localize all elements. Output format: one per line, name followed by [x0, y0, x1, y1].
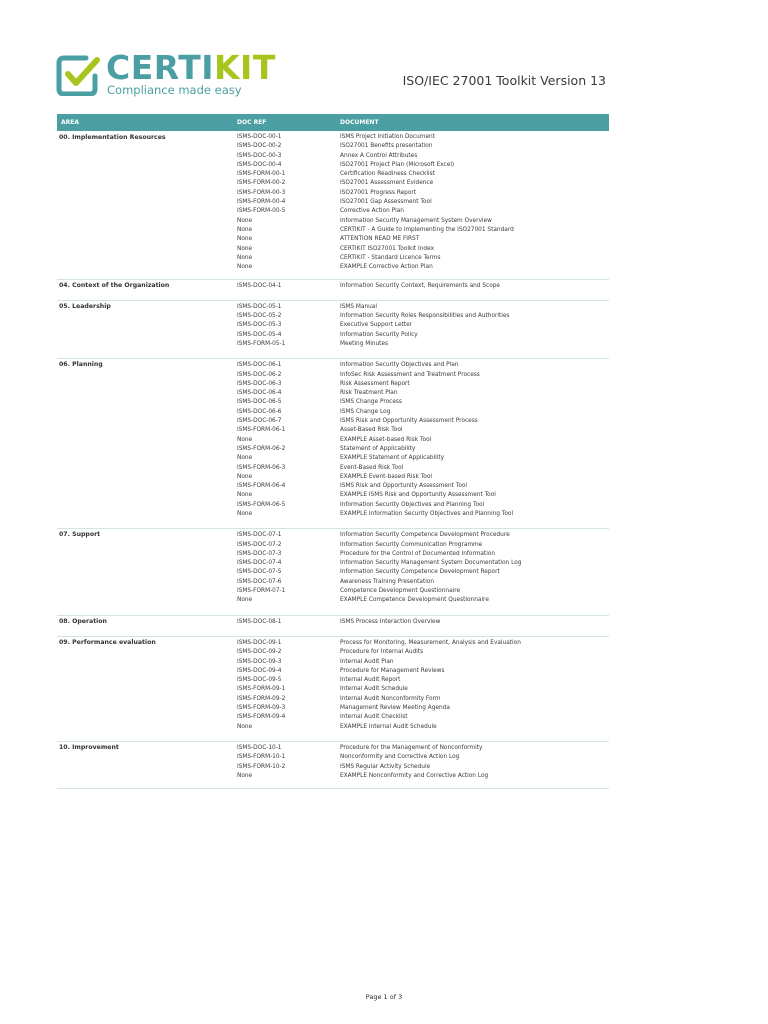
- section-area-label: 06. Planning: [59, 361, 103, 369]
- section-area-label: 04. Context of the Organization: [59, 282, 170, 290]
- document-cell: CERTIKIT ISO27001 Toolkit Index: [340, 245, 434, 252]
- doc-ref-cell: ISMS-FORM-09-4: [237, 714, 286, 721]
- section-rows: [237, 302, 609, 349]
- table-row: [237, 189, 609, 198]
- document-cell: Risk Assessment Report: [340, 380, 410, 387]
- doc-ref-cell: None: [237, 436, 253, 443]
- document-title: ISO/IEC 27001 Toolkit Version 13: [402, 73, 606, 88]
- doc-ref-cell: ISMS-FORM-06-4: [237, 483, 286, 490]
- page-header: [0, 0, 768, 110]
- doc-ref-cell: ISMS-FORM-06-1: [237, 427, 286, 434]
- table-row: [237, 254, 609, 263]
- document-cell: Risk Treatment Plan: [340, 390, 398, 397]
- document-cell: ATTENTION READ ME FIRST: [340, 236, 420, 243]
- table-row: [237, 464, 609, 473]
- table-row: [237, 142, 609, 151]
- document-cell: Competence Development Questionnaire: [340, 588, 461, 595]
- document-index-table: [57, 132, 609, 789]
- document-cell: Information Security Context, Requirements and Scope: [340, 283, 500, 290]
- doc-ref-cell: ISMS-FORM-10-2: [237, 763, 286, 770]
- page-number: Page 1 of 3: [365, 993, 403, 1001]
- table-header: [57, 114, 609, 131]
- document-cell: EXAMPLE ISMS Risk and Opportunity Assessment Tool: [340, 492, 496, 499]
- doc-ref-cell: None: [237, 226, 253, 233]
- doc-ref-cell: ISMS-FORM-00-4: [237, 199, 286, 206]
- doc-ref-cell: ISMS-FORM-00-2: [237, 180, 286, 187]
- doc-ref-cell: ISMS-DOC-06-3: [237, 380, 282, 387]
- section-rows: [237, 530, 609, 605]
- document-cell: EXAMPLE Event-based Risk Tool: [340, 473, 432, 480]
- document-cell: ISMS Project Initiation Document: [340, 134, 435, 140]
- table-row: [237, 658, 609, 667]
- document-cell: Procedure for the Management of Nonconformity: [340, 744, 483, 751]
- section-rows: [237, 132, 609, 272]
- doc-ref-cell: None: [237, 473, 253, 480]
- document-cell: Information Security Roles Responsibilities and Authorities: [340, 313, 510, 320]
- doc-ref-cell: ISMS-DOC-06-5: [237, 399, 282, 406]
- document-cell: EXAMPLE Nonconformity and Corrective Action Log: [340, 772, 489, 779]
- table-row: [237, 226, 609, 235]
- document-cell: CERTIKIT - A Guide to implementing the ISO27001 Standard: [340, 226, 514, 233]
- document-cell: EXAMPLE Corrective Action Plan: [340, 264, 433, 271]
- table-row: [237, 639, 609, 648]
- document-cell: Management Review Meeting Agenda: [340, 705, 450, 712]
- logo-wordmark: [106, 48, 276, 88]
- table-row: [237, 482, 609, 491]
- doc-ref-cell: ISMS-DOC-06-4: [237, 390, 282, 397]
- document-cell: ISO27001 Assessment Evidence: [340, 180, 434, 187]
- doc-ref-cell: ISMS-DOC-09-4: [237, 667, 282, 674]
- table-section: [57, 359, 609, 529]
- document-cell: EXAMPLE Information Security Objectives and Planning Tool: [340, 510, 514, 517]
- doc-ref-cell: ISMS-DOC-07-2: [237, 541, 282, 548]
- table-row: [237, 331, 609, 340]
- section-rows: [237, 743, 609, 781]
- doc-ref-cell: ISMS-DOC-05-4: [237, 331, 282, 338]
- doc-ref-cell: ISMS-DOC-09-5: [237, 677, 282, 684]
- table-row: [237, 695, 609, 704]
- section-area-label: 08. Operation: [59, 617, 107, 625]
- document-cell: Internal Audit Nonconformity Form: [340, 695, 441, 702]
- doc-ref-cell: None: [237, 455, 253, 462]
- table-section: [57, 637, 609, 742]
- document-cell: CERTIKIT - Standard Licence Terms: [340, 254, 441, 261]
- table-row: [237, 501, 609, 510]
- table-row: [237, 510, 609, 519]
- doc-ref-cell: ISMS-DOC-00-4: [237, 161, 282, 168]
- section-area-label: 00. Implementation Resources: [59, 134, 166, 141]
- table-row: [237, 380, 609, 389]
- logo-wordmark-part2: KIT: [213, 48, 276, 87]
- document-cell: Information Security Objectives and Plan: [340, 362, 459, 369]
- table-row: [237, 618, 609, 627]
- table-row: [237, 207, 609, 216]
- document-cell: ISMS Change Process: [340, 399, 402, 406]
- doc-ref-cell: None: [237, 492, 253, 499]
- table-row: [237, 303, 609, 312]
- doc-ref-cell: ISMS-DOC-06-2: [237, 371, 282, 378]
- table-section: [57, 616, 609, 637]
- table-section: [57, 742, 609, 789]
- doc-ref-cell: ISMS-DOC-07-5: [237, 569, 282, 576]
- doc-ref-cell: ISMS-DOC-06-1: [237, 362, 282, 369]
- document-cell: Corrective Action Plan: [340, 208, 404, 215]
- certikit-logo: [56, 48, 276, 98]
- table-row: [237, 454, 609, 463]
- doc-ref-cell: None: [237, 723, 253, 730]
- doc-ref-cell: None: [237, 245, 253, 252]
- doc-ref-cell: ISMS-DOC-07-1: [237, 532, 282, 539]
- doc-ref-cell: ISMS-DOC-06-6: [237, 408, 282, 415]
- section-rows: [237, 638, 609, 732]
- logo-wordmark-part1: CERTI: [106, 48, 214, 87]
- section-area-label: 05. Leadership: [59, 302, 111, 310]
- document-cell: Information Security Management System Documentation Log: [340, 560, 522, 567]
- table-section: [57, 529, 609, 615]
- doc-ref-cell: ISMS-DOC-04-1: [237, 283, 282, 290]
- table-row: [237, 578, 609, 587]
- doc-ref-cell: ISMS-DOC-00-1: [237, 134, 282, 140]
- table-row: [237, 161, 609, 170]
- table-row: [237, 312, 609, 321]
- table-row: [237, 676, 609, 685]
- table-row: [237, 568, 609, 577]
- doc-ref-cell: ISMS-FORM-09-3: [237, 705, 286, 712]
- table-row: [237, 398, 609, 407]
- table-row: [237, 245, 609, 254]
- doc-ref-cell: ISMS-FORM-09-1: [237, 686, 286, 693]
- document-cell: Information Security Policy: [340, 331, 418, 338]
- table-row: [237, 321, 609, 330]
- document-cell: ISMS Process Interaction Overview: [340, 618, 441, 625]
- document-cell: Procedure for Internal Audits: [340, 649, 424, 656]
- table-row: [237, 685, 609, 694]
- doc-ref-cell: ISMS-FORM-00-5: [237, 208, 286, 215]
- document-cell: ISMS Risk and Opportunity Assessment Process: [340, 418, 478, 425]
- document-cell: Meeting Minutes: [340, 340, 389, 347]
- table-row: [237, 361, 609, 370]
- logo-tagline: Compliance made easy: [107, 83, 242, 97]
- doc-ref-cell: ISMS-FORM-06-2: [237, 445, 286, 452]
- doc-ref-cell: ISMS-DOC-05-2: [237, 313, 282, 320]
- document-cell: ISMS Regular Activity Schedule: [340, 763, 431, 770]
- doc-ref-cell: ISMS-FORM-06-3: [237, 464, 286, 471]
- document-cell: Asset-Based Risk Tool: [340, 427, 403, 434]
- document-cell: Nonconformity and Corrective Action Log: [340, 754, 460, 761]
- table-section: [57, 132, 609, 280]
- table-row: [237, 371, 609, 380]
- doc-ref-cell: ISMS-FORM-10-1: [237, 754, 286, 761]
- document-cell: Information Security Competence Development Procedure: [340, 532, 510, 539]
- document-cell: EXAMPLE Competence Development Questionnaire: [340, 597, 489, 604]
- document-cell: Information Security Objectives and Planning Tool: [340, 501, 485, 508]
- table-row: [237, 531, 609, 540]
- doc-ref-cell: ISMS-FORM-09-2: [237, 695, 286, 702]
- doc-ref-cell: ISMS-DOC-00-3: [237, 152, 282, 159]
- table-row: [237, 340, 609, 349]
- section-area-label: 10. Improvement: [59, 743, 119, 751]
- table-row: [237, 704, 609, 713]
- doc-ref-cell: None: [237, 772, 253, 779]
- checkbox-check-icon: [56, 54, 100, 96]
- table-row: [237, 179, 609, 188]
- table-section: [57, 280, 609, 300]
- doc-ref-cell: ISMS-DOC-07-4: [237, 560, 282, 567]
- table-row: [237, 263, 609, 272]
- table-row: [237, 473, 609, 482]
- document-cell: Internal Audit Report: [340, 677, 401, 684]
- table-row: [237, 235, 609, 244]
- table-row: [237, 408, 609, 417]
- section-rows: [237, 617, 609, 627]
- document-cell: EXAMPLE Statement of Applicability: [340, 455, 445, 462]
- document-cell: ISMS Risk and Opportunity Assessment Tool: [340, 483, 468, 490]
- doc-ref-cell: ISMS-FORM-00-3: [237, 189, 286, 196]
- doc-ref-cell: ISMS-FORM-05-1: [237, 340, 286, 347]
- doc-ref-cell: ISMS-DOC-05-3: [237, 322, 282, 329]
- column-header-area: AREA: [61, 119, 80, 126]
- table-row: [237, 763, 609, 772]
- table-row: [237, 713, 609, 722]
- document-cell: InfoSec Risk Assessment and Treatment Process: [340, 371, 480, 378]
- document-cell: ISO27001 Benefits presentation: [340, 143, 433, 150]
- table-row: [237, 282, 609, 291]
- doc-ref-cell: ISMS-DOC-06-7: [237, 418, 282, 425]
- column-header-document: DOCUMENT: [340, 119, 379, 126]
- table-row: [237, 753, 609, 762]
- document-cell: EXAMPLE Internal Audit Schedule: [340, 723, 437, 730]
- section-area-label: 09. Performance evaluation: [59, 638, 156, 646]
- doc-ref-cell: None: [237, 254, 253, 261]
- document-cell: Procedure for Management Reviews: [340, 667, 445, 674]
- table-row: [237, 491, 609, 500]
- section-rows: [237, 360, 609, 519]
- table-row: [237, 541, 609, 550]
- table-row: [237, 198, 609, 207]
- table-row: [237, 550, 609, 559]
- table-row: [237, 596, 609, 605]
- document-cell: Internal Audit Checklist: [340, 714, 408, 721]
- table-row: [237, 426, 609, 435]
- table-row: [237, 217, 609, 226]
- doc-ref-cell: ISMS-DOC-00-2: [237, 143, 282, 150]
- document-cell: Awareness Training Presentation: [340, 578, 435, 585]
- doc-ref-cell: ISMS-DOC-08-1: [237, 618, 282, 625]
- doc-ref-cell: None: [237, 217, 253, 224]
- table-row: [237, 417, 609, 426]
- doc-ref-cell: ISMS-FORM-07-1: [237, 588, 286, 595]
- table-row: [237, 667, 609, 676]
- doc-ref-cell: None: [237, 236, 253, 243]
- table-row: [237, 587, 609, 596]
- document-cell: Procedure for the Control of Documented Information: [340, 550, 496, 557]
- doc-ref-cell: ISMS-DOC-09-2: [237, 649, 282, 656]
- doc-ref-cell: ISMS-DOC-07-6: [237, 578, 282, 585]
- document-cell: Annex A Control Attributes: [340, 152, 418, 159]
- doc-ref-cell: ISMS-DOC-05-1: [237, 303, 282, 310]
- table-row: [237, 436, 609, 445]
- table-row: [237, 744, 609, 753]
- column-header-doc-ref: DOC REF: [237, 119, 267, 126]
- table-section: [57, 301, 609, 359]
- document-cell: Information Security Communication Programme: [340, 541, 483, 548]
- document-cell: ISMS Change Log: [340, 408, 391, 415]
- table-row: [237, 648, 609, 657]
- doc-ref-cell: ISMS-FORM-06-5: [237, 501, 286, 508]
- table-row: [237, 152, 609, 161]
- table-row: [237, 772, 609, 781]
- table-row: [237, 133, 609, 142]
- document-cell: Executive Support Letter: [340, 322, 413, 329]
- table-row: [237, 389, 609, 398]
- document-cell: Event-Based Risk Tool: [340, 464, 404, 471]
- table-row: [237, 559, 609, 568]
- document-cell: Process for Monitoring, Measurement, Analysis and Evaluation: [340, 639, 521, 646]
- document-cell: Internal Audit Plan: [340, 658, 394, 665]
- doc-ref-cell: ISMS-DOC-09-1: [237, 639, 282, 646]
- doc-ref-cell: ISMS-DOC-09-3: [237, 658, 282, 665]
- section-area-label: 07. Support: [59, 531, 101, 539]
- document-cell: ISMS Manual: [340, 303, 377, 310]
- doc-ref-cell: None: [237, 510, 253, 517]
- document-cell: Information Security Management System Overview: [340, 217, 492, 224]
- doc-ref-cell: ISMS-DOC-07-3: [237, 550, 282, 557]
- doc-ref-cell: ISMS-FORM-00-1: [237, 171, 286, 178]
- document-cell: ISO27001 Project Plan (Microsoft Excel): [340, 161, 455, 168]
- doc-ref-cell: None: [237, 597, 253, 604]
- table-row: [237, 723, 609, 732]
- table-row: [237, 445, 609, 454]
- document-cell: EXAMPLE Asset-based Risk Tool: [340, 436, 432, 443]
- section-rows: [237, 281, 609, 291]
- doc-ref-cell: ISMS-DOC-10-1: [237, 744, 282, 751]
- document-cell: Information Security Competence Development Report: [340, 569, 500, 576]
- document-cell: Certification Readiness Checklist: [340, 171, 435, 178]
- document-cell: ISO27001 Gap Assessment Tool: [340, 199, 432, 206]
- table-row: [237, 170, 609, 179]
- document-cell: Internal Audit Schedule: [340, 686, 408, 693]
- document-cell: Statement of Applicability: [340, 445, 416, 452]
- document-cell: ISO27001 Progress Report: [340, 189, 417, 196]
- doc-ref-cell: None: [237, 264, 253, 271]
